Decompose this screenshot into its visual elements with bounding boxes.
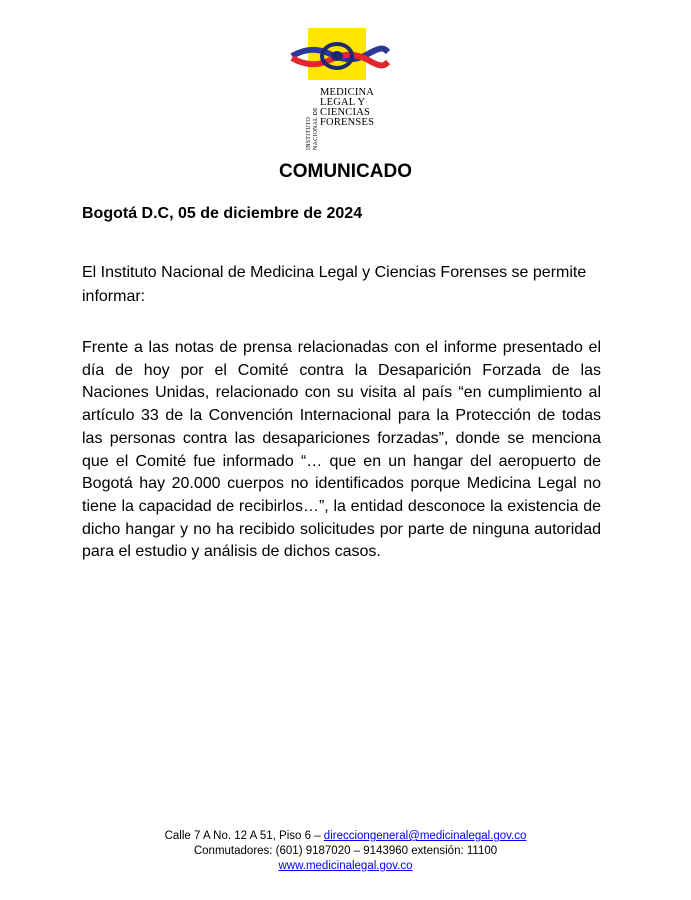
logo-wordmark xyxy=(320,88,374,128)
intro-paragraph: El Instituto Nacional de Medicina Legal y Ciencias Forenses se permite informar: xyxy=(82,264,587,305)
footer-website-link[interactable]: www.medicinalegal.gov.co xyxy=(278,860,413,872)
logo-word-2: LEGAL Y xyxy=(320,97,366,108)
body-paragraph: Frente a las notas de prensa relacionadas con el informe presentado el día de hoy por el Comité contra la Desaparición Forzada de las Naciones Unidas, relacionado con su visita al país “en cumplimiento al artículo 33 de la Convención Internacional para la Protección de todas las personas contra las desapariciones forzadas”, donde se menciona que el Comité fue informado “… que en un hangar del aeropuerto de Bogotá hay 20.000 cuerpos no identificados porque Medicina Legal no tiene la capacidad de recibirlos…”, la entidad desconoce la existencia de dicho hangar y no ha recibido solicitudes por parte de ninguna autoridad para el estudio y análisis de dichos casos. xyxy=(82,339,601,561)
logo-emblem-icon xyxy=(288,22,392,86)
logo-word-1: MEDICINA xyxy=(320,87,375,98)
footer xyxy=(0,829,691,874)
footer-address-line xyxy=(0,829,691,844)
logo-word-4: FORENSES xyxy=(320,117,375,128)
date-line: Bogotá D.C, 05 de diciembre de 2024 xyxy=(82,205,363,222)
footer-address: Calle 7 A No. 12 A 51, Piso 6 – xyxy=(164,830,321,842)
logo-word-3: CIENCIAS xyxy=(320,107,371,118)
institute-logo xyxy=(288,22,392,150)
logo-vertical-line-2: NACIONAL DE xyxy=(313,107,319,150)
document-title: COMUNICADO xyxy=(279,161,412,182)
footer-phones: Conmutadores: (601) 9187020 – 9143960 extensión: 11100 xyxy=(193,845,498,857)
footer-email-link[interactable]: direcciongeneral@medicinalegal.gov.co xyxy=(323,830,527,842)
logo-vertical-line-1: INSTITUTO xyxy=(306,116,312,150)
logo-vertical-text xyxy=(306,90,320,150)
